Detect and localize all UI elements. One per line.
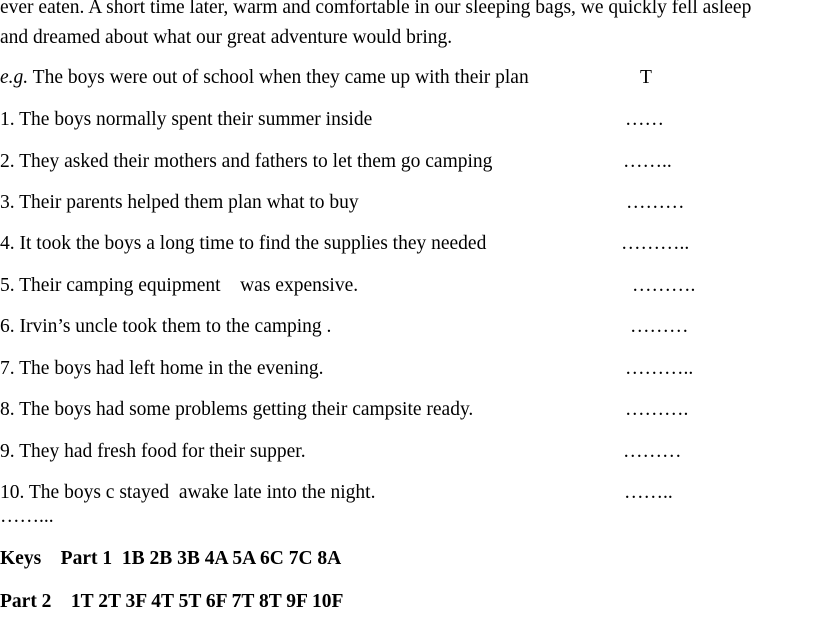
example-text: The boys were out of school when they came up with their plan [28,67,529,88]
statement-5: 5. Their camping equipment was expensive. [0,275,359,296]
answer-blank-6[interactable]: ……… [630,316,689,337]
answer-blank-1[interactable]: …… [625,109,664,130]
trailing-blank: ……... [0,506,54,527]
statement-7: 7. The boys had left home in the evening. [0,358,324,379]
statement-1: 1. The boys normally spent their summer inside [0,109,373,130]
statement-6: 6. Irvin’s uncle took them to the camping . [0,316,332,337]
passage-line-1: ever eaten. A short time later, warm and comfortable in our sleeping bags, we quickly fell asleep [0,0,752,18]
answer-blank-8[interactable]: ………. [625,399,689,420]
answer-blank-9[interactable]: ……… [623,441,682,462]
keys-part-2: Part 2 1T 2T 3F 4T 5T 6F 7T 8T 9F 10F [0,591,344,612]
answer-blank-5[interactable]: ………. [632,275,696,296]
keys-part-1: Keys Part 1 1B 2B 3B 4A 5A 6C 7C 8A [0,548,342,569]
example-answer: T [640,67,652,88]
answer-blank-2[interactable]: …….. [623,151,672,172]
statement-10: 10. The boys c stayed awake late into the night. [0,482,376,503]
answer-blank-4[interactable]: ……….. [621,233,690,254]
answer-blank-3[interactable]: ……… [626,192,685,213]
answer-blank-10[interactable]: …….. [624,482,673,503]
passage-line-2: and dreamed about what our great adventure would bring. [0,27,453,48]
statement-3: 3. Their parents helped them plan what to buy [0,192,359,213]
example-statement [0,67,529,89]
answer-blank-7[interactable]: ……….. [625,358,694,379]
statement-9: 9. They had fresh food for their supper. [0,441,306,462]
statement-2: 2. They asked their mothers and fathers to let them go camping [0,151,493,172]
example-prefix: e.g. [0,67,29,88]
statement-4: 4. It took the boys a long time to find the supplies they needed [0,233,487,254]
statement-8: 8. The boys had some problems getting their campsite ready. [0,399,474,420]
